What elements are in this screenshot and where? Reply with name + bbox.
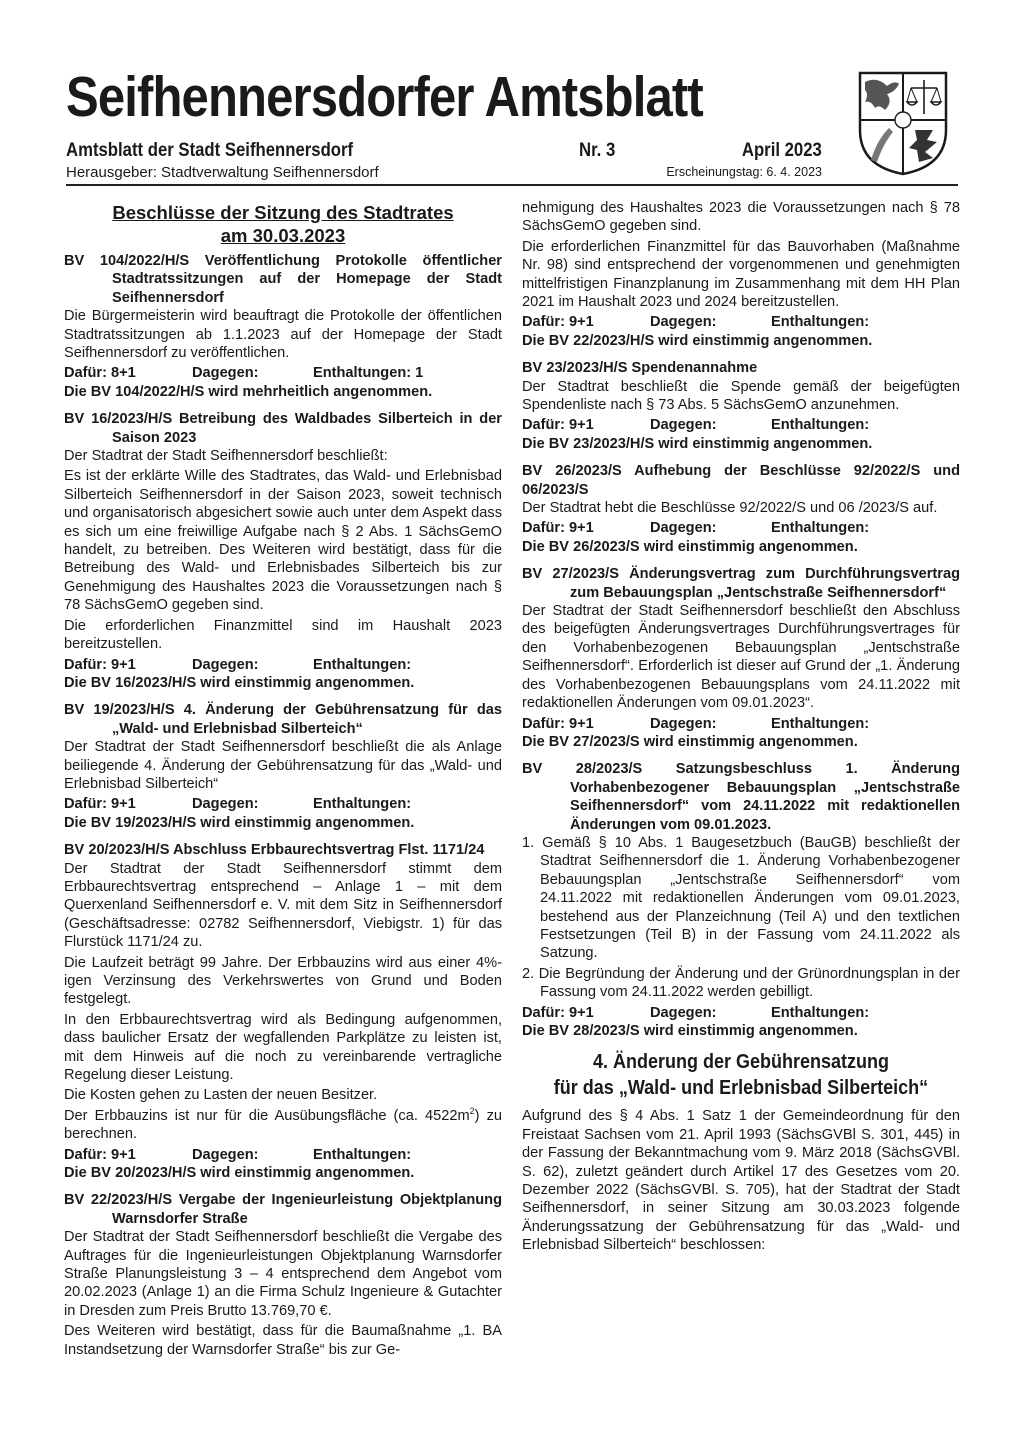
masthead-divider: [66, 184, 958, 186]
resolution-result: Die BV 23/2023/H/S wird einstimmig angenommen.: [522, 435, 873, 452]
fee-statute-heading-line1: 4. Änderung der Gebührensatzung: [592, 1051, 890, 1074]
masthead-info-line: [66, 140, 822, 164]
resolution-bv104: [64, 252, 502, 401]
resolution-result: Die BV 22/2023/H/S wird einstimmig angenommen.: [522, 332, 873, 349]
resolution-intro: Der Stadtrat der Stadt Seifhennersdorf beschließt:: [64, 448, 388, 465]
resolution-title: BV 104/2022/H/S Veröffentlichung Protokolle öffentlicher Stadtratssitzungen auf der Homepage der Stadt Seifhennersdorf: [64, 253, 502, 306]
left-column: [64, 196, 502, 1368]
votes-abstain: Enthaltungen:: [771, 417, 870, 434]
resolution-text: Des Weiteren wird bestätigt, dass für die Baumaßnahme „1. BA Instandsetzung der Warnsdorfer Straße“ bis zur Ge-: [64, 1323, 502, 1358]
resolution-result: Die BV 104/2022/H/S wird mehrheitlich angenommen.: [64, 383, 433, 400]
resolution-text: [64, 1107, 502, 1144]
town-coat-of-arms-icon: [857, 70, 949, 176]
resolution-bv27: [522, 565, 960, 751]
resolution-result: Die BV 27/2023/S wird einstimmig angenommen.: [522, 733, 858, 750]
resolution-text: Es ist der erklärte Wille des Stadtrates, das Wald- und Erlebnisbad Silberteich Seifhennersdorf in der Saison 2023, soweit technisch und organisatorisch abgesichert sowie auch unter dem Aspekt dass es sich um eine freiwillige Aufgabe nach § 2 Abs. 1 SächsGemO handelt, zu betreiben. Des Weiteren wird bestätigt, dass für die Betreibung des Wald- und Erlebnisbades Silberteich bis zur Genehmigung des Haushaltes 2023 die Voraussetzungen nach § 78 SächsGemO gegeben sind.: [64, 468, 502, 614]
vote-line: [522, 416, 960, 434]
resolution-text: Die Bürgermeisterin wird beauftragt die Protokolle der öffentlichen Stadtratssitzungen ab 1.1.2023 auf der Homepage der Stadt Seifhennersdorf zu veröffentlichen.: [64, 308, 502, 362]
resolution-text: nehmigung des Haushaltes 2023 die Voraussetzungen nach § 78 SächsGemO gegeben sind.: [522, 200, 960, 235]
resolution-text: In den Erbbaurechtsvertrag wird als Bedingung aufgenommen, dass baulicher Ersatz der wegfallenden Parkplätze zu leisten ist, mit dem Hinweis auf die noch zu vereinbarende vertragliche Regelung dieser Leistung.: [64, 1011, 502, 1084]
vote-line: [64, 364, 502, 382]
votes-abstain: Enthaltungen:: [313, 1146, 412, 1163]
resolution-title: BV 27/2023/S Änderungsvertrag zum Durchführungsvertrag zum Bebauungsplan „Jentschstraße Seifhennersdorf“: [522, 566, 960, 601]
resolution-text: Die erforderlichen Finanzmittel sind im Haushalt 2023 bereitzustellen.: [64, 617, 502, 653]
fee-statute-heading-line2: für das „Wald- und Erlebnisbad Silberteich“: [553, 1077, 929, 1100]
votes-against: Dagegen:: [650, 417, 717, 434]
vote-line: [522, 1004, 960, 1022]
votes-against: Dagegen:: [650, 715, 717, 732]
votes-for: Dafür: 9+1: [522, 417, 594, 434]
resolution-result: Die BV 26/2023/S wird einstimmig angenommen.: [522, 538, 858, 555]
fee-statute-preamble: Aufgrund des § 4 Abs. 1 Satz 1 der Gemeindeordnung für den Freistaat Sachsen vom 21. April 1993 (SächsGVBl S. 301, 445) in der Fassung der Bekanntmachung vom 9. März 2018 (SächsGVBl. S. 62), zuletzt geändert durch Artikel 17 des Gesetzes vom 20. Dezember 2022 (SächsGVBl. S. 705), hat der Stadtrat der Stadt Seifhennersdorf, in seiner Sitzung am 30.03.2023 folgende Änderungssatzung der Gebührensatzung für das „Wald- und Erlebnisbad Silberteich“ beschlossen:: [522, 1108, 960, 1254]
votes-for: Dafür: 9+1: [522, 314, 594, 331]
resolution-result: Die BV 20/2023/H/S wird einstimmig angenommen.: [64, 1165, 415, 1182]
section-heading-line1: Beschlüsse der Sitzung des Stadtrates: [112, 202, 454, 223]
issue-month: April 2023: [742, 140, 822, 161]
section-heading: [64, 202, 502, 247]
vote-line: [522, 519, 960, 537]
resolution-bv16: [64, 410, 502, 692]
list-item: 1. Gemäß § 10 Abs. 1 Baugesetzbuch (BauGB) beschließt der Stadtrat Seifhennersdorf die 1. Änderung Vorhabenbezogener Bebauungsplan „Jentschstraße Seifhennersdorf“ vom 24.11.2022 mit redaktionellen Änderungen vom 09.01.2023, bestehend aus der Planzeichnung (Teil A) und den textlichen Festsetzungen (Teil B) in der Fassung vom 24.11.2022 als Satzung.: [522, 834, 960, 962]
newspaper-title: Seifhennersdorfer Amtsblatt: [66, 65, 703, 129]
vote-line: [522, 313, 960, 331]
vote-line: [64, 1146, 502, 1164]
resolution-text: Der Stadtrat beschließt die Spende gemäß der beigefügten Spendenliste nach § 73 Abs. 5 SächsGemO anzunehmen.: [522, 378, 960, 414]
resolution-title: BV 26/2023/S Aufhebung der Beschlüsse 92/2022/S und 06/2023/S: [522, 463, 960, 498]
resolution-text: Die Kosten gehen zu Lasten der neuen Besitzer.: [64, 1087, 378, 1104]
votes-against: Dagegen:: [650, 520, 717, 537]
resolution-title: BV 22/2023/H/S Vergabe der Ingenieurleistung Objektplanung Warnsdorfer Straße: [64, 1192, 502, 1227]
issue-number: Nr. 3: [579, 140, 616, 161]
votes-for: Dafür: 9+1: [64, 1146, 136, 1163]
votes-for: Dafür: 9+1: [64, 656, 136, 673]
votes-against: Dagegen:: [650, 1004, 717, 1021]
resolution-bv22: [64, 1191, 502, 1359]
release-date: Erscheinungstag: 6. 4. 2023: [666, 165, 822, 179]
text-fragment: ) zu berechnen.: [64, 1107, 502, 1143]
resolution-text: Die erforderlichen Finanzmittel für das Bauvorhaben (Maßnahme Nr. 98) sind entsprechend der vorgenommenen und genehmigten mittelfristigen Finanzplanung im Zusammenhang mit dem HH Plan 2021 im Haushalt 2023 und 2024 bereitzustellen.: [522, 238, 960, 311]
vote-line: [64, 656, 502, 674]
text-fragment: Der Erbbauzins ist nur für die Ausübungsfläche (ca. 4522m: [64, 1107, 470, 1124]
vote-line: [64, 795, 502, 813]
votes-for: Dafür: 9+1: [64, 796, 136, 813]
votes-for: Dafür: 9+1: [522, 1004, 594, 1021]
resolution-list: [522, 834, 960, 1002]
section-heading-line2: am 30.03.2023: [220, 224, 346, 246]
resolution-text: Der Stadtrat der Stadt Seifhennersdorf beschließt die als Anlage beiliegende 4. Änderung der Gebührensatzung für das „Wald- und Erlebnisbad Silberteich“: [64, 739, 502, 792]
resolution-text: Der Stadtrat der Stadt Seifhennersdorf beschließt den Abschluss des beigefügten Änderungsvertrages Durchführungsvertrages für den Vorhabenbezogenen Bebauungsplan „Jentschstraße Seifhennersdorf“. Erforderlich ist dieser auf Grund der „1. Änderung des Vorhabenbezogenen Bebauungsplans vom 24.11.2022 mit redaktionellen Änderungen vom 09.01.2023“.: [522, 603, 960, 712]
resolution-result: Die BV 19/2023/H/S wird einstimmig angenommen.: [64, 814, 415, 831]
resolution-title: BV 16/2023/H/S Betreibung des Waldbades Silberteich in der Saison 2023: [64, 411, 502, 446]
resolution-bv28: [522, 760, 960, 1040]
resolution-bv19: [64, 701, 502, 832]
list-item: 2. Die Begründung der Änderung und der Grünordnungsplan in der Fassung vom 24.11.2022 werden gebilligt.: [522, 965, 960, 1001]
votes-against: Dagegen:: [192, 656, 259, 673]
right-column: [522, 199, 960, 1257]
votes-for: Dafür: 9+1: [522, 715, 594, 732]
resolution-result: Die BV 16/2023/H/S wird einstimmig angenommen.: [64, 674, 415, 691]
resolution-text: Der Stadtrat der Stadt Seifhennersdorf beschließt die Vergabe des Auftrages für die Ingenieurleistungen Objektplanung Warnsdorfer Straße Planungsleistung 3 – 4 entsprechend dem Angebot vom 20.02.2023 (Anlage 1) an die Firma Schulz Ingenieure & Gutachter in Dresden zum Preis Brutto 13.769,70 €.: [64, 1229, 502, 1319]
resolution-title: BV 19/2023/H/S 4. Änderung der Gebührensatzung für das „Wald- und Erlebnisbad Silberteich“: [64, 702, 502, 737]
votes-for: Dafür: 9+1: [522, 520, 594, 537]
resolution-bv26: [522, 462, 960, 556]
resolution-bv20: [64, 841, 502, 1182]
votes-against: Dagegen:: [650, 314, 717, 331]
votes-abstain: Enthaltungen:: [313, 796, 412, 813]
votes-for: Dafür: 8+1: [64, 365, 136, 382]
resolution-title: BV 20/2023/H/S Abschluss Erbbaurechtsvertrag Flst. 1171/24: [64, 842, 485, 859]
masthead: [66, 62, 826, 181]
resolution-bv22-continued: [522, 199, 960, 350]
votes-abstain: Enthaltungen:: [313, 656, 412, 673]
votes-against: Dagegen:: [192, 365, 259, 382]
resolution-text: Die Laufzeit beträgt 99 Jahre. Der Erbbauzins wird aus einer 4%-igen Verzinsung des Verkehrswertes von Grund und Boden festgelegt.: [64, 954, 502, 1008]
votes-abstain: Enthaltungen:: [771, 715, 870, 732]
votes-abstain: Enthaltungen:: [771, 1004, 870, 1021]
masthead-subtitle: Amtsblatt der Stadt Seifhennersdorf: [66, 140, 354, 161]
superscript: 2: [469, 1105, 475, 1116]
resolution-title: BV 23/2023/H/S Spendenannahme: [522, 360, 758, 377]
vote-line: [522, 715, 960, 733]
resolution-bv23: [522, 359, 960, 453]
resolution-result: Die BV 28/2023/S wird einstimmig angenommen.: [522, 1022, 858, 1039]
votes-against: Dagegen:: [192, 1146, 259, 1163]
masthead-publisher-line: [66, 164, 822, 184]
votes-against: Dagegen:: [192, 796, 259, 813]
resolution-title: BV 28/2023/S Satzungsbeschluss 1. Änderung Vorhabenbezogener Bebauungsplan „Jentschstraße Seifhennersdorf“ vom 24.11.2022 mit redaktionellen Änderungen vom 09.01.2023.: [522, 761, 960, 833]
resolution-text: Der Stadtrat hebt die Beschlüsse 92/2022/S und 06 /2023/S auf.: [522, 500, 938, 517]
votes-abstain: Enthaltungen:: [771, 520, 870, 537]
votes-abstain: Enthaltungen:: [771, 314, 870, 331]
votes-abstain: Enthaltungen: 1: [313, 365, 424, 382]
publisher: Herausgeber: Stadtverwaltung Seifhennersdorf: [66, 164, 379, 181]
fee-statute-heading: [544, 1049, 938, 1101]
resolution-text: Der Stadtrat der Stadt Seifhennersdorf stimmt dem Erbbaurechtsvertrag entsprechend – Anlage 1 – mit dem Querxenland Seifhennersdorf e. V. mit dem Sitz in Seifhennersdorf (Geschäftsadresse: 02782 Seifhennersdorf, Viebigstr. 1) für das Flurstück 1171/24 zu.: [64, 860, 502, 951]
